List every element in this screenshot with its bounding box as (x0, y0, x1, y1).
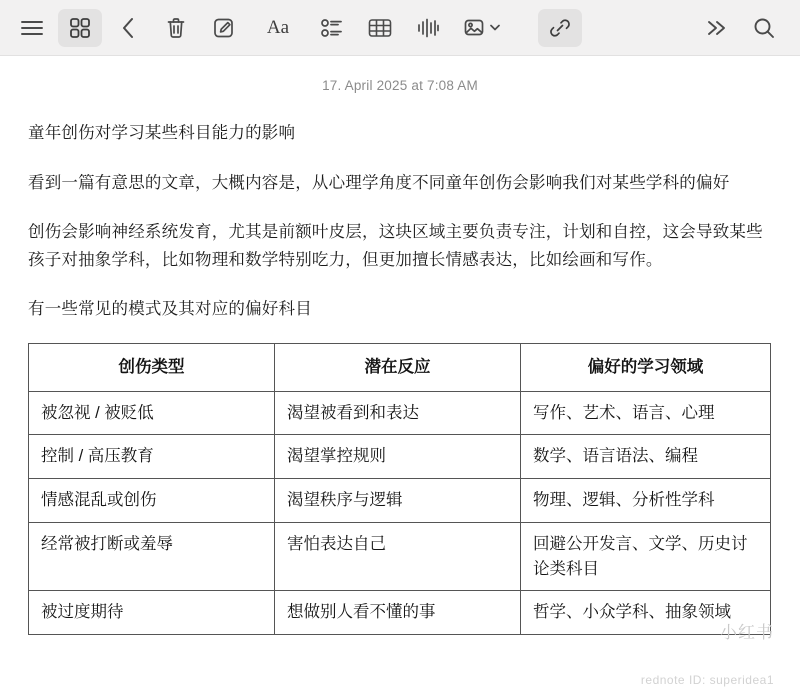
table-header-cell: 创伤类型 (29, 343, 275, 391)
table-cell[interactable]: 被忽视 / 被贬低 (29, 391, 275, 435)
note-date: 17. April 2025 at 7:08 AM (322, 78, 478, 93)
table-header-row (29, 343, 771, 391)
media-photo-icon[interactable] (454, 9, 510, 47)
table-cell[interactable]: 渴望掌控规则 (275, 435, 521, 479)
table-cell[interactable]: 物理、逻辑、分析性学科 (521, 479, 771, 523)
chevron-down-icon[interactable] (490, 24, 500, 31)
table-cell[interactable]: 回避公开发言、文学、历史讨论类科目 (521, 522, 771, 591)
table-row[interactable] (29, 391, 771, 435)
more-chevrons-icon[interactable] (694, 9, 738, 47)
trauma-table (28, 343, 771, 635)
table-row[interactable] (29, 522, 771, 591)
table-cell[interactable]: 想做别人看不懂的事 (275, 591, 521, 635)
note-paragraph-3: 有一些常见的模式及其对应的偏好科目 (28, 299, 312, 318)
note-paragraph-1: 看到一篇有意思的文章，大概内容是，从心理学角度不同童年创伤会影响我们对某些学科的偏好 (28, 174, 730, 193)
table-row[interactable] (29, 435, 771, 479)
search-icon[interactable] (742, 9, 786, 47)
checklist-icon[interactable] (310, 9, 354, 47)
table-cell[interactable]: 害怕表达自己 (275, 522, 521, 591)
gallery-view-icon[interactable] (58, 9, 102, 47)
note-paragraph-2: 创伤会影响神经系统发育，尤其是前额叶皮层，这块区域主要负责专注，计划和自控，这会导致某些孩子对抽象学科，比如物理和数学特别吃力，但更加擅长情感表达，比如绘画和写作。 (28, 222, 763, 270)
table-row[interactable] (29, 479, 771, 523)
table-cell[interactable]: 渴望被看到和表达 (275, 391, 521, 435)
toolbar (0, 0, 800, 56)
sidebar-list-icon[interactable] (10, 9, 54, 47)
table-cell[interactable]: 写作、艺术、语言、心理 (521, 391, 771, 435)
table-icon[interactable] (358, 9, 402, 47)
note-title: 童年创伤对学习某些科目能力的影响 (28, 124, 296, 142)
link-share-icon[interactable] (538, 9, 582, 47)
table-cell[interactable]: 控制 / 高压教育 (29, 435, 275, 479)
table-cell[interactable]: 情感混乱或创伤 (29, 479, 275, 523)
back-chevron-icon[interactable] (106, 9, 150, 47)
table-cell[interactable]: 哲学、小众学科、抽象领域 (521, 591, 771, 635)
watermark-logo: 小红书 (720, 623, 774, 642)
note-body[interactable] (0, 56, 800, 695)
audio-waveform-icon[interactable] (406, 9, 450, 47)
format-aa-label: Aa (266, 16, 290, 38)
watermark-id: rednote ID: superidea1 (640, 673, 774, 687)
table-row[interactable] (29, 591, 771, 635)
table-header-cell: 偏好的学习领域 (521, 343, 771, 391)
table-cell[interactable]: 渴望秩序与逻辑 (275, 479, 521, 523)
compose-icon[interactable] (202, 9, 246, 47)
table-cell[interactable]: 数学、语言语法、编程 (521, 435, 771, 479)
table-cell[interactable]: 被过度期待 (29, 591, 275, 635)
table-cell[interactable]: 经常被打断或羞辱 (29, 522, 275, 591)
table-header-cell: 潜在反应 (275, 343, 521, 391)
format-aa-icon[interactable] (250, 9, 306, 47)
trash-icon[interactable] (154, 9, 198, 47)
